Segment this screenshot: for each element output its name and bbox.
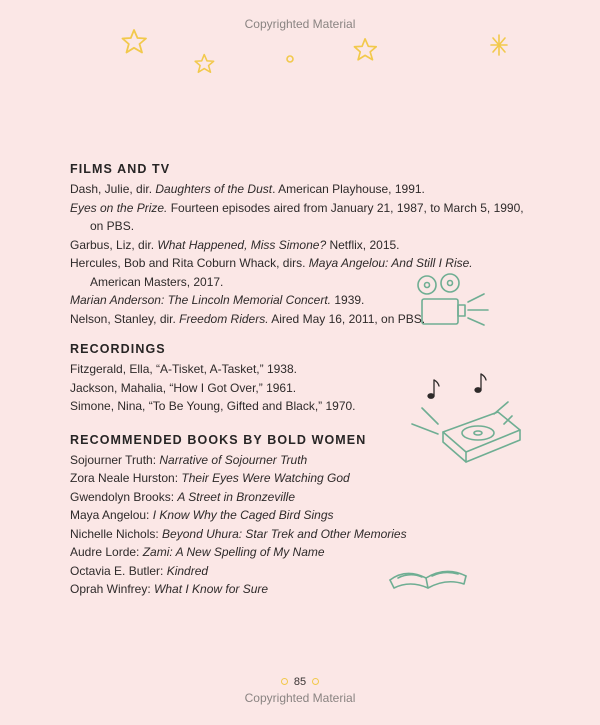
page-number: 85 [0, 676, 600, 688]
star-icon [120, 28, 150, 56]
dot-icon [312, 678, 319, 685]
book-entry: Gwendolyn Brooks: A Street in Bronzeville [70, 489, 295, 504]
book-entry: Oprah Winfrey: What I Know for Sure [70, 582, 269, 596]
book-entry: Maya Angelou: I Know Why the Caged Bird Sings [70, 508, 334, 522]
book-entry: Audre Lorde: Zami: A New Spelling of My Name [70, 545, 325, 559]
dot-icon [285, 54, 295, 64]
sparkle-icon [489, 34, 509, 56]
star-icon [352, 37, 380, 63]
films-entry: Eyes on the Prize. Fourteen episodes aired from January 21, 1987, to March 5, 1990, on PBS. [70, 200, 524, 233]
films-entry: Dash, Julie, dir. Daughters of the Dust. American Playhouse, 1991. [70, 182, 425, 196]
films-entry: Garbus, Liz, dir. What Happened, Miss Simone? Netflix, 2015. [70, 237, 400, 252]
dot-icon [281, 678, 288, 685]
films-entry: Nelson, Stanley, dir. Freedom Riders. Aired May 16, 2011, on PBS. [70, 311, 426, 326]
book-entry: Zora Neale Hurston: Their Eyes Were Watching God [70, 471, 350, 485]
films-entry: Marian Anderson: The Lincoln Memorial Concert. 1939. [70, 293, 365, 307]
recording-entry: Fitzgerald, Ella, “A-Tisket, A-Tasket,” 1938. [70, 362, 297, 376]
section-title-books: RECOMMENDED BOOKS BY BOLD WOMEN [70, 432, 367, 447]
book-entry: Nichelle Nichols: Beyond Uhura: Star Trek and Other Memories [70, 526, 407, 541]
section-title-recordings: RECORDINGS [70, 342, 166, 356]
book-entry: Octavia E. Butler: Kindred [70, 563, 209, 578]
recording-entry: Simone, Nina, “To Be Young, Gifted and Black,” 1970. [70, 399, 356, 413]
section-title-films: FILMS AND TV [70, 162, 171, 176]
book-entry: Sojourner Truth: Narrative of Sojourner Truth [70, 452, 308, 467]
films-entry: Hercules, Bob and Rita Coburn Whack, dirs. Maya Angelou: And Still I Rise. American Masters, 2017. [70, 256, 473, 289]
copyright-watermark-bottom: Copyrighted Material [244, 691, 356, 705]
bibliography [70, 162, 540, 599]
star-icon [193, 53, 217, 75]
copyright-watermark-top: Copyrighted Material [244, 17, 356, 31]
recording-entry: Jackson, Mahalia, “How I Got Over,” 1961. [70, 380, 297, 395]
